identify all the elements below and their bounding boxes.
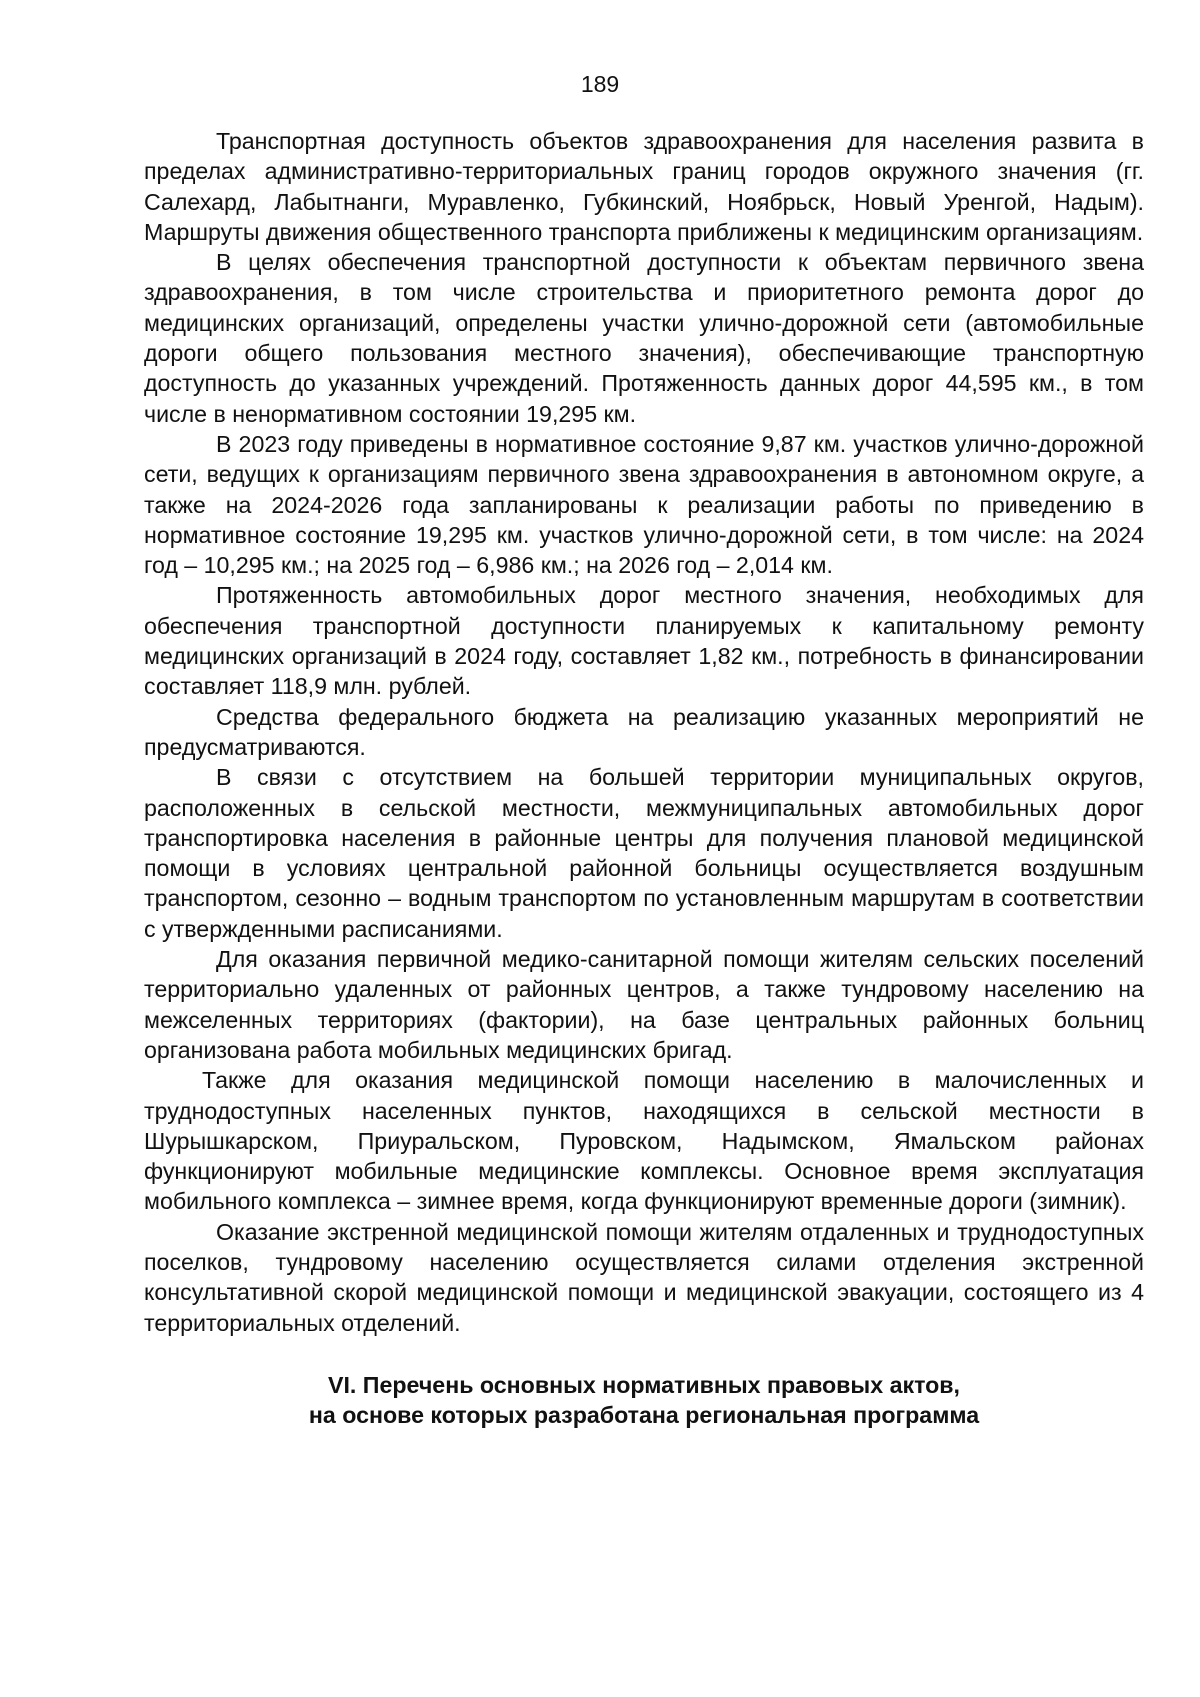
- paragraph-mobile-complexes: Также для оказания медицинской помощи населению в малочисленных и труднодоступных населенных пунктов, находящихся в сельской местности в Шурышкарском, Приуральском, Пуровском, Надымском, Ямальском районах функционируют мобильные медицинские комплексы. Основное время эксплуатация мобильного комплекса – зимнее время, когда функционируют временные дороги (зимник).: [144, 1067, 1144, 1215]
- section-heading: [144, 1370, 1144, 1431]
- paragraph-road-length-funding: Протяженность автомобильных дорог местного значения, необходимых для обеспечения транспортной доступности планируемых к капитальному ремонту медицинских организаций в 2024 году, составляет 1,82 км., потребность в финансировании составляет 118,9 млн. рублей.: [144, 582, 1144, 700]
- paragraph-air-water-transport: В связи с отсутствием на большей территории муниципальных округов, расположенных в сельской местности, межмуниципальных автомобильных дорог транспортировка населения в районные центры для получения плановой медицинской помощи в условиях центральной районной больницы осуществляется воздушным транспортом, сезонно – водным транспортом по установленным маршрутам в соответствии с утвержденными расписаниями.: [144, 764, 1144, 942]
- section-heading-line-2: на основе которых разработана региональная программа: [308, 1402, 980, 1429]
- document-body: [144, 126, 1144, 1430]
- page-number: 189: [580, 71, 620, 97]
- paragraph-federal-budget: Средства федерального бюджета на реализацию указанных мероприятий не предусматриваются.: [144, 703, 1144, 760]
- paragraph-emergency-care: Оказание экстренной медицинской помощи жителям отдаленных и труднодоступных поселков, тундровому населению осуществляется силами отделения экстренной консультативной скорой медицинской помощи и медицинской эвакуации, состоящего из 4 территориальных отделений.: [144, 1218, 1144, 1336]
- section-heading-line-1: VI. Перечень основных нормативных правовых актов,: [328, 1371, 960, 1398]
- paragraph-transport-access: Транспортная доступность объектов здравоохранения для населения развита в пределах административно-территориальных границ городов окружного значения (гг. Салехард, Лабытнанги, Муравленко, Губкинский, Ноябрьск, Новый Уренгой, Надым). Маршруты движения общественного транспорта приближены к медицинским организациям.: [144, 128, 1144, 245]
- paragraph-mobile-brigades: Для оказания первичной медико-санитарной помощи жителям сельских поселений территориально удаленных от районных центров, а также тундровому населению на межселенных территориях (фактории), на базе центральных районных больниц организована работа мобильных медицинских бригад.: [144, 946, 1144, 1063]
- paragraph-road-network: В целях обеспечения транспортной доступности к объектам первичного звена здравоохранения, в том числе строительства и приоритетного ремонта дорог до медицинских организаций, определены участки улично-дорожной сети (автомобильные дороги общего пользования местного значения), обеспечивающие транспортную доступность до указанных учреждений. Протяженность данных дорог 44,595 км., в том числе в ненормативном состоянии 19,295 км.: [144, 249, 1144, 427]
- paragraph-road-repair-2023: В 2023 году приведены в нормативное состояние 9,87 км. участков улично-дорожной сети, ведущих к организациям первичного звена здравоохранения в автономном округе, а также на 2024-2026 года запланированы к реализации работы по приведению в нормативное состояние 19,295 км. участков улично-дорожной сети, в том числе: на 2024 год – 10,295 км.; на 2025 год – 6,986 км.; на 2026 год – 2,014 км.: [144, 430, 1144, 579]
